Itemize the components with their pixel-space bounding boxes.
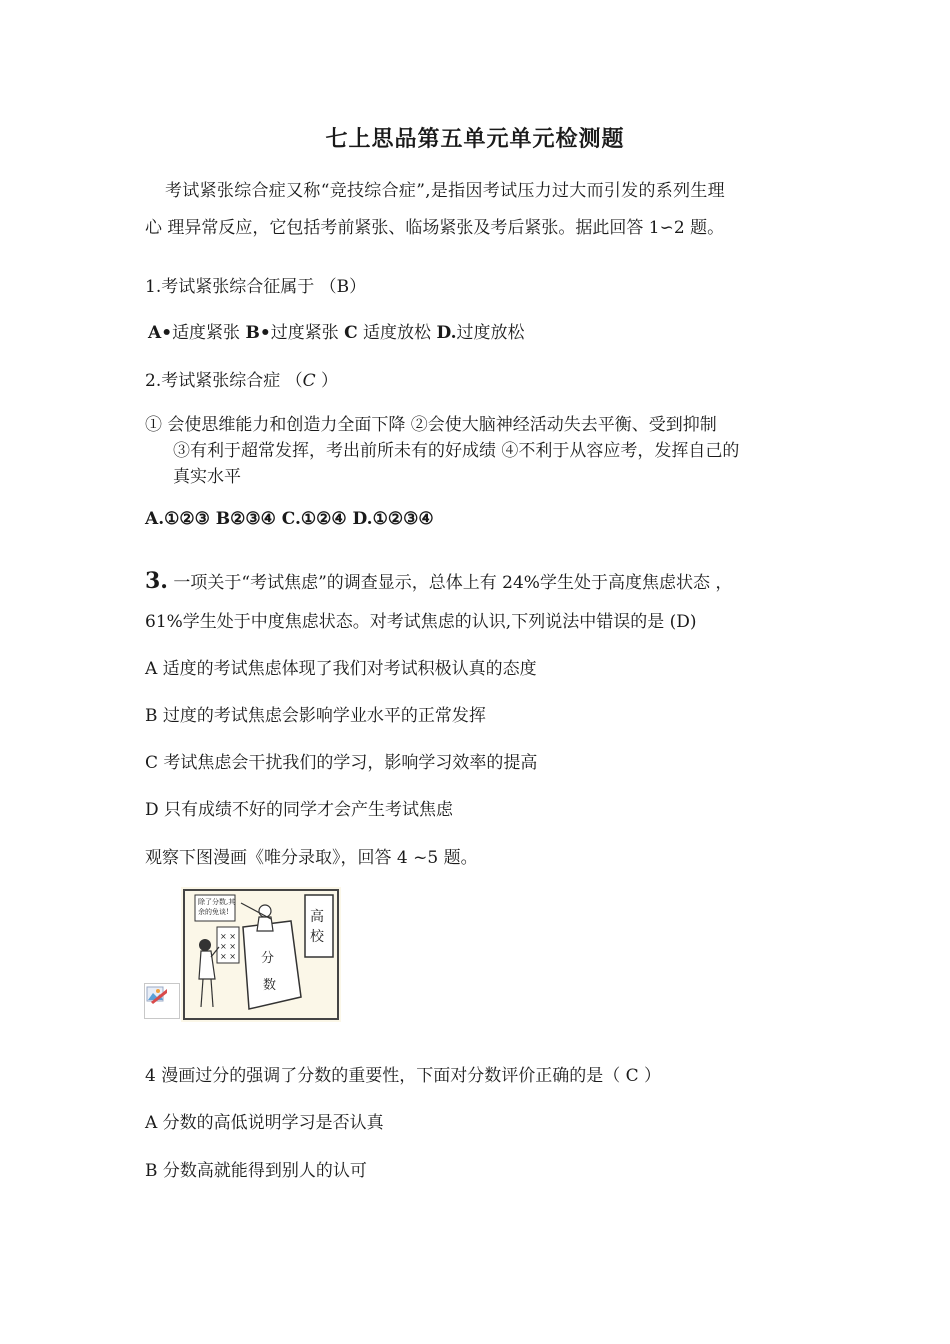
- question-4-stem: 4 漫画过分的强调了分数的重要性，下面对分数评价正确的是（ C ）: [145, 1066, 662, 1086]
- question-2-options: A.①②③ B②③④ C.①②④ D.①②③④: [145, 509, 434, 529]
- comic-sign-text: 高: [310, 909, 324, 925]
- question-2-answer: C: [302, 371, 316, 391]
- question-2-stem-suffix: ）: [315, 371, 339, 391]
- question-3-number: 3.: [145, 568, 168, 594]
- svg-text:× ×: × ×: [220, 932, 236, 941]
- option-c-key: C: [344, 323, 358, 343]
- question-2-stem-prefix: 2.考试紧张综合症 （: [145, 371, 303, 391]
- question-3-stem-line-2: 61%学生处于中度焦虑状态。对考试焦虑的认识,下列说法中错误的是 (D): [145, 612, 697, 632]
- question-3-option-d: D 只有成绩不好的同学才会产生考试焦虑: [145, 800, 454, 820]
- svg-text:数: 数: [263, 978, 277, 993]
- svg-text:校: 校: [310, 929, 324, 945]
- svg-text:余的免谈!: 余的免谈!: [198, 908, 229, 916]
- comic-intro: 观察下图漫画《唯分录取》，回答 4 ~5 题。: [145, 848, 478, 868]
- question-2-statement-line-2: ③有利于超常发挥，考出前所未有的好成绩 ④不利于从容应考，发挥自己的: [173, 441, 740, 461]
- intro-line-2: 心 理异常反应，它包括考前紧张、临场紧张及考后紧张。据此回答 1∽2 题。: [145, 218, 725, 238]
- option-b-key: B•: [245, 323, 271, 343]
- option-a-key: A•: [148, 323, 173, 343]
- question-1-stem: 1.考试紧张综合征属于 （B）: [145, 277, 367, 297]
- question-4-option-b: B 分数高就能得到别人的认可: [145, 1161, 367, 1181]
- question-3-option-b: B 过度的考试焦虑会影响学业水平的正常发挥: [145, 706, 486, 726]
- comic-note-text: 除了分数,其: [198, 898, 236, 906]
- comic-paper-text: 分: [261, 951, 275, 966]
- option-a-text: 适度紧张: [172, 323, 246, 343]
- question-2-statement-line-3: 真实水平: [173, 467, 241, 487]
- option-d-text: 过度放松: [456, 323, 525, 343]
- question-3-option-c: C 考试焦虑会干扰我们的学习，影响学习效率的提高: [145, 753, 538, 773]
- svg-text:× ×: × ×: [220, 952, 236, 961]
- question-3-stem-text: 一项关于“考试焦虑”的调查显示，总体上有 24%学生处于高度焦虑状态 ，: [167, 573, 733, 593]
- question-3-stem-line-1: [145, 568, 732, 594]
- option-b-text: 过度紧张: [270, 323, 345, 343]
- page-title: 七上思品第五单元单元检测题: [325, 126, 625, 152]
- option-c-text: 适度放松: [357, 323, 437, 343]
- question-3-option-a: A 适度的考试焦虑体现了我们对考试积极认真的态度: [145, 659, 537, 679]
- intro-line-1: 考试紧张综合症又称“竞技综合症”,是指因考试压力过大而引发的系列生理: [165, 181, 725, 201]
- option-d-key: D.: [436, 323, 457, 343]
- question-2-statements: [145, 412, 815, 490]
- question-2-stem: [145, 366, 338, 391]
- broken-image-icon: [144, 983, 180, 1019]
- comic-image: [181, 887, 341, 1022]
- question-1-options: [148, 318, 525, 343]
- question-2-statement-line-1: ① 会使思维能力和创造力全面下降 ②会使大脑神经活动失去平衡、受到抑制: [145, 415, 717, 435]
- question-4-option-a: A 分数的高低说明学习是否认真: [145, 1113, 384, 1133]
- svg-text:× ×: × ×: [220, 942, 236, 951]
